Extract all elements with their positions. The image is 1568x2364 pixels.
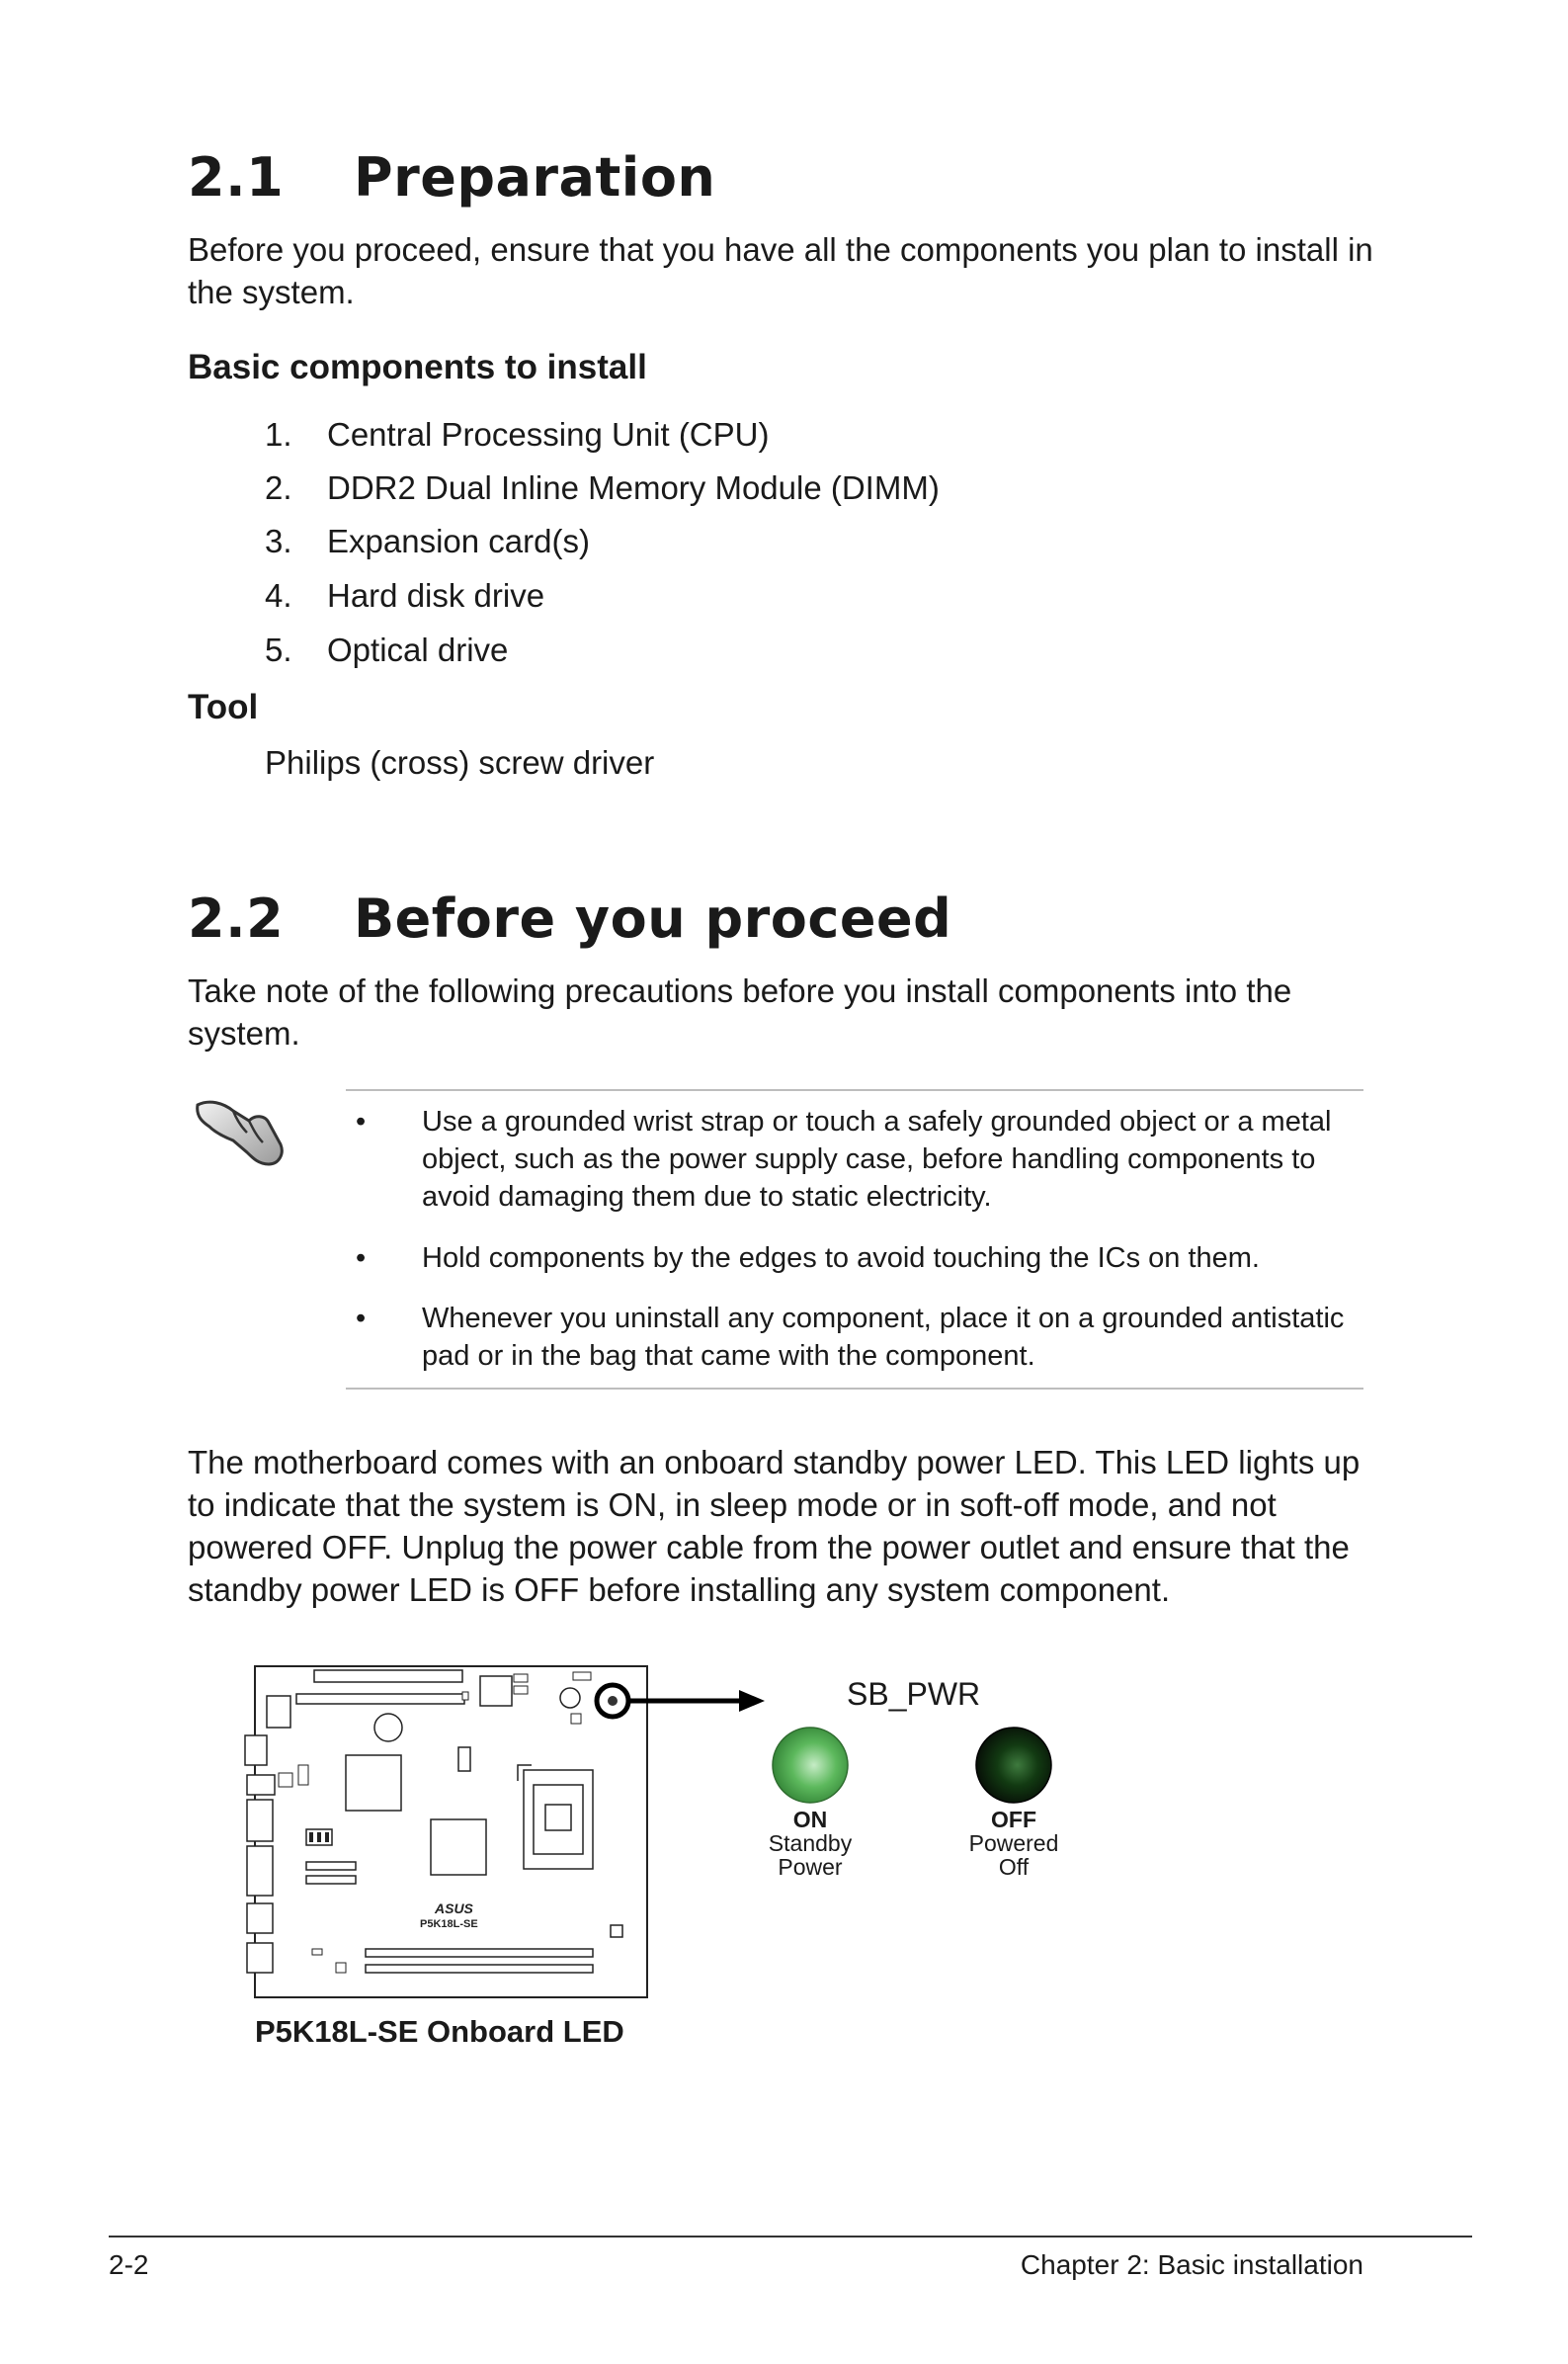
page-number: 2-2: [109, 2249, 149, 2280]
footer-divider: [109, 2236, 1472, 2237]
list-item-number: 4.: [265, 577, 292, 614]
led-label: SB_PWR: [847, 1676, 981, 1712]
list-item-text: DDR2 Dual Inline Memory Module (DIMM): [327, 469, 940, 506]
precaution-item: [356, 1300, 1363, 1379]
note-top-divider: [346, 1089, 1363, 1091]
board-logo: ASUS: [435, 1900, 473, 1916]
led-on-icon: [771, 1726, 850, 1805]
bullet-icon: •: [356, 1242, 367, 1274]
list-item: [265, 523, 1154, 562]
bullet-icon: •: [356, 1303, 367, 1334]
section-number: 2.2: [188, 887, 285, 950]
list-item-text: Hard disk drive: [327, 577, 545, 614]
section-title: Before you proceed: [354, 887, 952, 950]
section-number: 2.1: [188, 146, 285, 209]
figure-caption: P5K18L-SE Onboard LED: [255, 2014, 624, 2049]
tool-text: Philips (cross) screw driver: [265, 744, 655, 781]
precaution-item: [356, 1239, 1363, 1279]
list-item-text: Central Processing Unit (CPU): [327, 416, 770, 453]
off-label: OFF: [991, 1807, 1036, 1832]
note-bottom-divider: [346, 1388, 1363, 1390]
list-item: [265, 632, 1154, 671]
led-paragraph: The motherboard comes with an onboard standby power LED. This LED lights up to indicate that the system is ON, in sleep mode or in soft-off mode, and not powered OFF. Unplug the power cable from the power outlet and ensure that the standby power LED is OFF before installing any system component.: [188, 1444, 1361, 1608]
on-sub-label: Power: [778, 1854, 843, 1880]
list-item: [265, 577, 1154, 617]
led-off-icon: [974, 1726, 1053, 1805]
section-title: Preparation: [354, 146, 716, 209]
section-heading-preparation: [188, 146, 1077, 215]
precaution-text: Whenever you uninstall any component, place it on a grounded antistatic pad or in the bag that came with the component.: [422, 1303, 1345, 1372]
list-item-number: 2.: [265, 469, 292, 506]
preparation-intro: Before you proceed, ensure that you have all the components you plan to install in the system.: [188, 231, 1373, 310]
motherboard-diagram: [237, 1656, 662, 2007]
hand-icon: [190, 1093, 292, 1172]
section-heading-before-you-proceed: [188, 887, 1077, 957]
precautions-intro: Take note of the following precautions before you install components into the system.: [188, 972, 1292, 1052]
list-item-text: Expansion card(s): [327, 523, 590, 559]
chapter-title: Chapter 2: Basic installation: [1020, 2249, 1363, 2280]
off-sub-label: Off: [998, 1854, 1030, 1880]
list-item: [265, 416, 1154, 456]
list-item-number: 1.: [265, 416, 292, 453]
on-sub-label: Standby: [768, 1830, 853, 1856]
arrow-right-icon: [630, 1686, 769, 1716]
on-label: ON: [792, 1807, 828, 1832]
board-model: P5K18L-SE: [420, 1918, 478, 1930]
bullet-icon: •: [356, 1106, 367, 1138]
list-item-text: Optical drive: [327, 632, 509, 668]
list-item-number: 5.: [265, 632, 292, 668]
off-sub-label: Powered: [968, 1830, 1059, 1856]
list-item-number: 3.: [265, 523, 292, 559]
precaution-text: Hold components by the edges to avoid touching the ICs on them.: [422, 1242, 1260, 1274]
tool-heading: Tool: [188, 688, 259, 726]
precaution-item: [356, 1103, 1363, 1220]
precaution-text: Use a grounded wrist strap or touch a safely grounded object or a metal object, such as the power supply case, before handling components to avoid damaging them due to static electricity.: [422, 1106, 1332, 1213]
components-heading: Basic components to install: [188, 348, 647, 386]
list-item: [265, 469, 1154, 509]
